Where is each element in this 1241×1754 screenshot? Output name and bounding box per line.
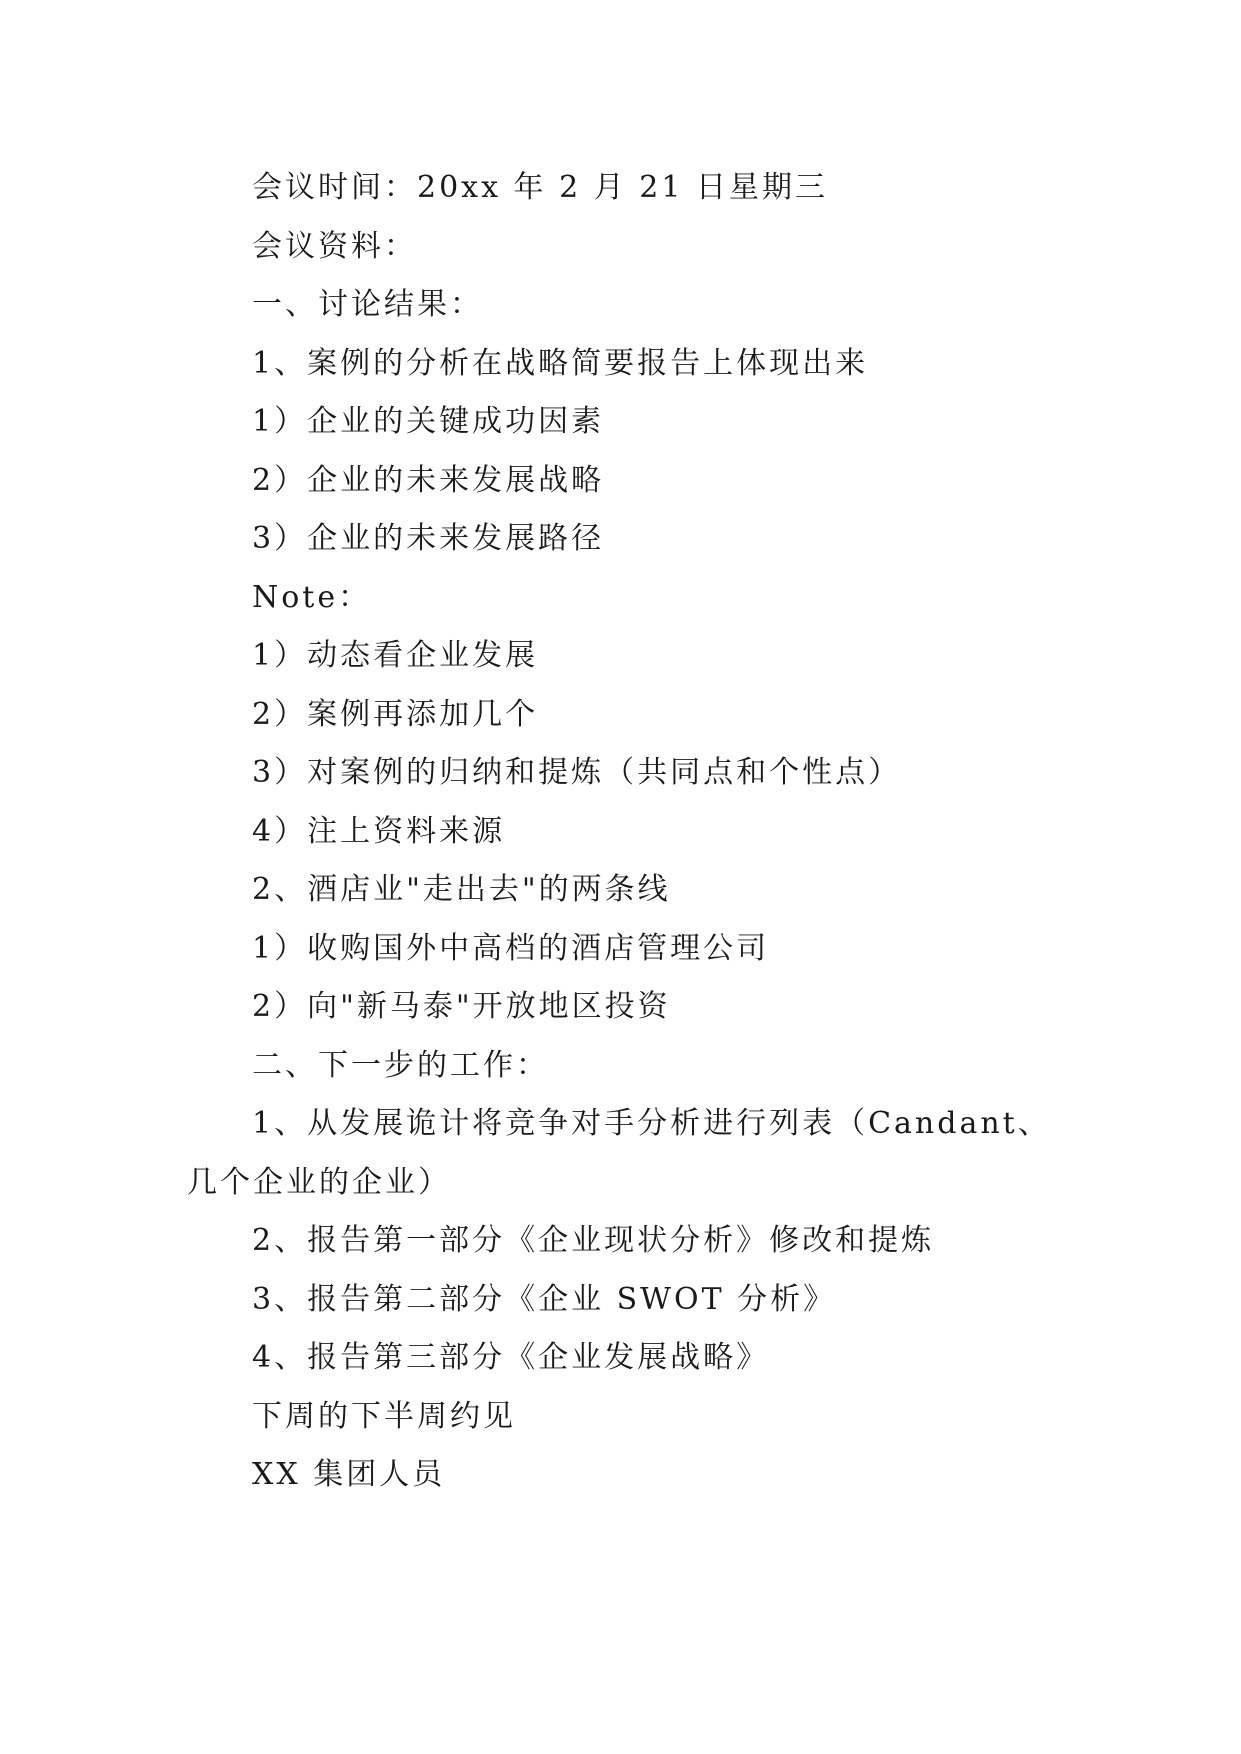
closing-note: 下周的下半周约见 — [252, 1398, 516, 1434]
list-item: 2）案例再添加几个 — [252, 696, 539, 732]
list-item: 4、报告第三部分《企业发展战略》 — [252, 1340, 770, 1375]
list-item: 2、报告第一部分《企业现状分析》修改和提炼 — [252, 1223, 935, 1258]
meeting-materials-label: 会议资料： — [252, 228, 417, 264]
list-item: 1）企业的关键成功因素 — [252, 404, 605, 439]
meeting-time: 会议时间：20xx 年 2 月 21 日星期三 — [252, 170, 828, 205]
list-item: 3）对案例的归纳和提炼（共同点和个性点） — [252, 755, 902, 790]
list-item: 3、报告第二部分《企业 SWOT 分析》 — [252, 1281, 837, 1317]
list-item: 1）动态看企业发展 — [252, 638, 539, 673]
list-item: 3）企业的未来发展路径 — [252, 521, 605, 556]
list-item: 1）收购国外中高档的酒店管理公司 — [252, 930, 770, 966]
list-item: 2）企业的未来发展战略 — [252, 462, 605, 498]
section-heading-discussion: 一、讨论结果： — [252, 287, 483, 322]
list-item: 2）向"新马泰"开放地区投资 — [252, 989, 671, 1024]
list-item: 2、酒店业"走出去"的两条线 — [252, 872, 671, 907]
document-body — [187, 159, 1052, 1505]
list-item: 1、从发展诡计将竞争对手分析进行列表（Candant、几个企业的企业） — [187, 1106, 1051, 1200]
section-heading-next-steps: 二、下一步的工作： — [252, 1047, 549, 1083]
list-item: 4）注上资料来源 — [252, 813, 506, 849]
signature-line: XX 集团人员 — [252, 1457, 446, 1492]
list-item: 1、案例的分析在战略简要报告上体现出来 — [252, 345, 869, 381]
note-label: Note： — [252, 579, 372, 615]
